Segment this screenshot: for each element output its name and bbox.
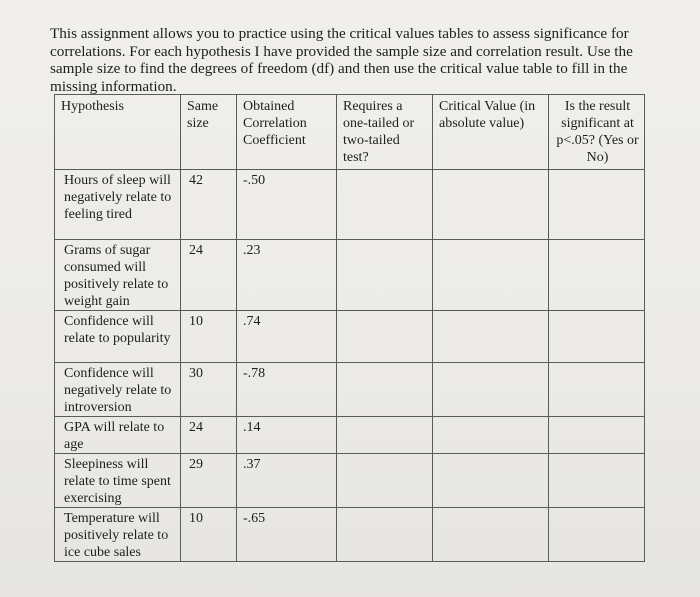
critical-value-answer-cell[interactable] xyxy=(433,417,549,454)
header-significant: Is the result significant at p<.05? (Yes or No) xyxy=(549,95,645,170)
table-row xyxy=(55,311,645,363)
table-row xyxy=(55,240,645,311)
hypothesis-cell: Hours of sleep will negatively relate to feeling tired xyxy=(55,170,181,240)
correlation-cell: -.50 xyxy=(237,170,337,240)
correlation-cell: -.65 xyxy=(237,508,337,562)
header-sample-size: Same size xyxy=(181,95,237,170)
sample-size-cell: 10 xyxy=(181,508,237,562)
correlation-cell: .14 xyxy=(237,417,337,454)
critical-value-answer-cell[interactable] xyxy=(433,311,549,363)
hypothesis-cell: Confidence will relate to popularity xyxy=(55,311,181,363)
table-row xyxy=(55,170,645,240)
significant-answer-cell[interactable] xyxy=(549,363,645,417)
table-row xyxy=(55,417,645,454)
critical-value-answer-cell[interactable] xyxy=(433,454,549,508)
significant-answer-cell[interactable] xyxy=(549,170,645,240)
sample-size-cell: 10 xyxy=(181,311,237,363)
correlation-cell: .23 xyxy=(237,240,337,311)
tails-answer-cell[interactable] xyxy=(337,454,433,508)
tails-answer-cell[interactable] xyxy=(337,363,433,417)
tails-answer-cell[interactable] xyxy=(337,417,433,454)
correlation-cell: .37 xyxy=(237,454,337,508)
header-obtained-correlation: Obtained Correlation Coefficient xyxy=(237,95,337,170)
table-row xyxy=(55,454,645,508)
sample-size-cell: 29 xyxy=(181,454,237,508)
sample-size-cell: 24 xyxy=(181,417,237,454)
hypothesis-cell: Confidence will negatively relate to introversion xyxy=(55,363,181,417)
header-hypothesis: Hypothesis xyxy=(55,95,181,170)
significant-answer-cell[interactable] xyxy=(549,508,645,562)
correlation-cell: -.78 xyxy=(237,363,337,417)
instructions-paragraph: This assignment allows you to practice using the critical values tables to assess significance for correlations. For each hypothesis I have provided the sample size and correlation result. Use the sample size to find the degrees of freedom (df) and then use the critical value table to fill in the missing information. xyxy=(50,25,633,95)
significant-answer-cell[interactable] xyxy=(549,454,645,508)
correlation-cell: .74 xyxy=(237,311,337,363)
hypothesis-cell: GPA will relate to age xyxy=(55,417,181,454)
table-row xyxy=(55,508,645,562)
sample-size-cell: 24 xyxy=(181,240,237,311)
tails-answer-cell[interactable] xyxy=(337,508,433,562)
significant-answer-cell[interactable] xyxy=(549,311,645,363)
table-row xyxy=(55,363,645,417)
significant-answer-cell[interactable] xyxy=(549,240,645,311)
tails-answer-cell[interactable] xyxy=(337,170,433,240)
tails-answer-cell[interactable] xyxy=(337,311,433,363)
tails-answer-cell[interactable] xyxy=(337,240,433,311)
critical-value-answer-cell[interactable] xyxy=(433,363,549,417)
hypothesis-cell: Grams of sugar consumed will positively relate to weight gain xyxy=(55,240,181,311)
header-tails: Requires a one-tailed or two-tailed test? xyxy=(337,95,433,170)
significant-answer-cell[interactable] xyxy=(549,417,645,454)
sample-size-cell: 42 xyxy=(181,170,237,240)
hypothesis-cell: Temperature will positively relate to ice cube sales xyxy=(55,508,181,562)
critical-value-answer-cell[interactable] xyxy=(433,170,549,240)
header-critical-value: Critical Value (in absolute value) xyxy=(433,95,549,170)
hypothesis-cell: Sleepiness will relate to time spent exercising xyxy=(55,454,181,508)
hypothesis-table xyxy=(54,94,645,562)
sample-size-cell: 30 xyxy=(181,363,237,417)
critical-value-answer-cell[interactable] xyxy=(433,508,549,562)
header-row xyxy=(55,95,645,170)
critical-value-answer-cell[interactable] xyxy=(433,240,549,311)
